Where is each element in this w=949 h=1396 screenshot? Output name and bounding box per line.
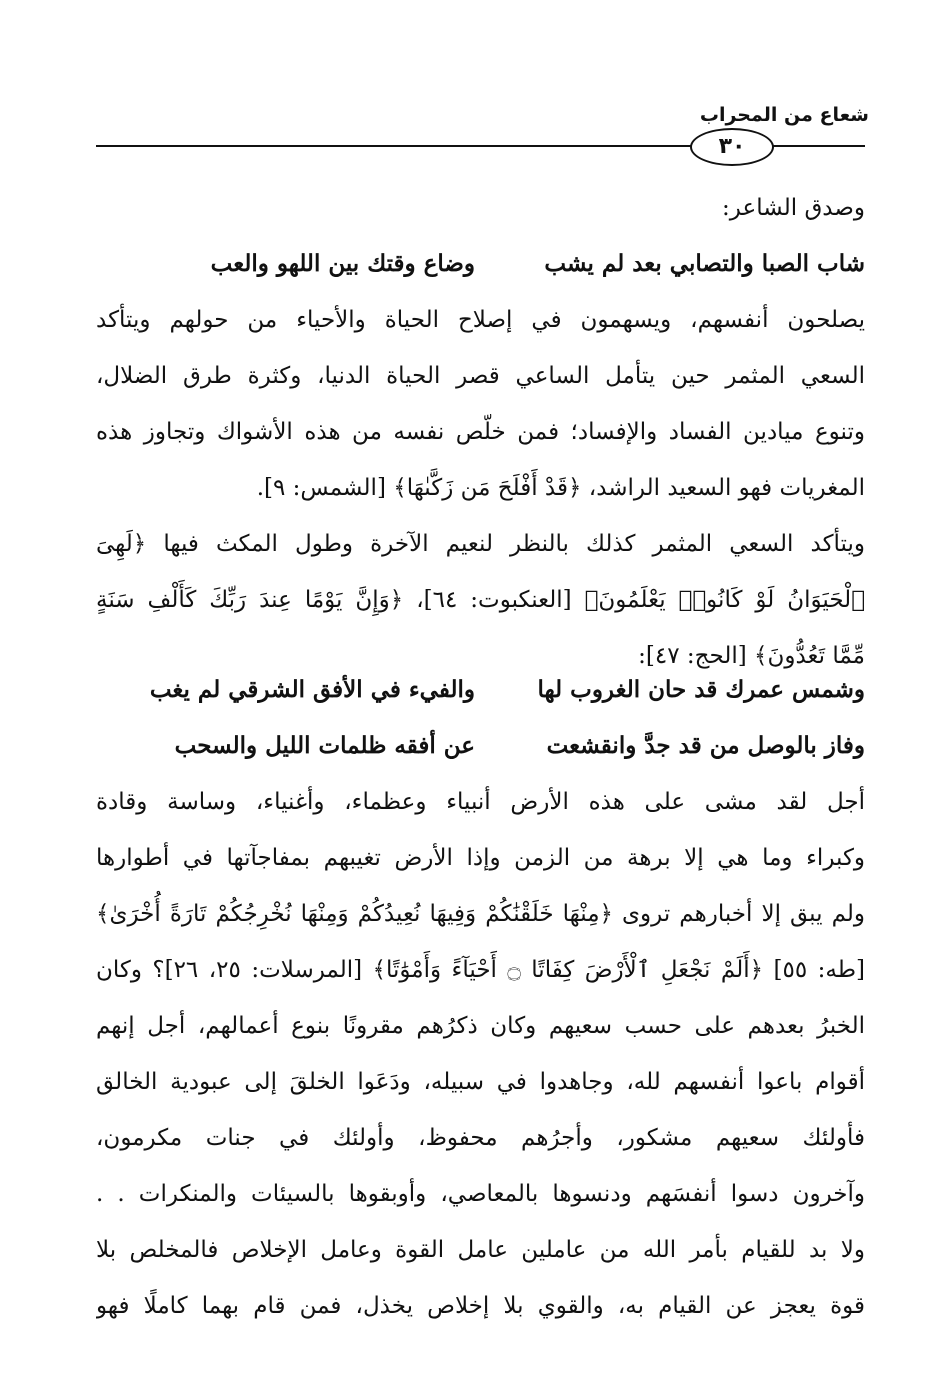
paragraph-line: الخبرُ بعدهم على حسب سعيهم وكان ذكرُهم مقرونًا بنوع أعمالهم، أجل إنهم <box>96 1013 865 1039</box>
page-number: ٣٠ <box>690 128 774 166</box>
running-title: شعاع من المحراب <box>699 104 869 126</box>
paragraph-line: ولا بد للقيام بأمر الله من عاملين عامل القوة وعامل الإخلاص فالمخلص بلا <box>96 1237 865 1263</box>
text-block-2 <box>96 662 865 774</box>
paragraph-line: مِّمَّا تَعُدُّونَ﴾ [الحج: ٤٧]: <box>638 643 865 669</box>
paragraph-line: [طه: ٥٥] ﴿أَلَمْ نَجْعَلِ ٱلْأَرْضَ كِفَاتًا ۝ أَحْيَآءً وَأَمْوَٰتًا﴾ [المرسلات: ٢٥، ٢٦]؟ وكان <box>96 957 865 983</box>
paragraph-line: وكبراء وما هي إلا برهة من الزمن وإذا الأرض تغيبهم بمفاجآتها في أطوارها <box>96 845 865 871</box>
verse-hemistich: وفاز بالوصل من قد جدَّ وانقشعت <box>546 732 865 759</box>
paragraph-line: يصلحون أنفسهم، ويسهمون في إصلاح الحياة والأحياء من حولهم ويتأكد <box>96 307 865 333</box>
paragraph-line: وتنوع ميادين الفساد والإفساد؛ فمن خلّص نفسه من هذه الأشواك وتجاوز هذه <box>96 419 865 445</box>
verse-hemistich: والفيء في الأفق الشرقي لم يغب <box>149 676 475 703</box>
poet-intro: وصدق الشاعر: <box>722 195 865 221</box>
verse-hemistich: وضاع وقتك بين اللهو والعب <box>210 250 475 277</box>
paragraph-line: ٱلْحَيَوَانُ لَوْ كَانُوا۟ يَعْلَمُونَ﴾ [العنكبوت: ٦٤]، ﴿وَإِنَّ يَوْمًا عِندَ رَبِّكَ كَأَلْفِ سَنَةٍ <box>96 587 865 613</box>
verse-line <box>96 718 865 774</box>
paragraph-line: قوة يعجز عن القيام به، والقوي بلا إخلاص يخذل، فمن قام بهما كاملًا فهو <box>96 1293 865 1319</box>
paragraph-line: السعي المثمر حين يتأمل الساعي قصر الحياة الدنيا، وكثرة طرق الضلال، <box>96 363 865 389</box>
paragraph-line: أقوام باعوا أنفسهم لله، وجاهدوا في سبيله، ودَعَوا الخلقَ إلى عبودية الخالق <box>96 1069 865 1095</box>
paragraph-line: وآخرون دسوا أنفسَهم ودنسوها بالمعاصي، وأوبقوها بالسيئات والمنكرات . . <box>96 1181 865 1207</box>
verse-hemistich: عن أفقه ظلمات الليل والسحب <box>174 732 475 759</box>
paragraph-line: ويتأكد السعي المثمر كذلك بالنظر لنعيم الآخرة وطول المكث فيها ﴿لَهِىَ <box>96 531 865 557</box>
verse-hemistich: شاب الصبا والتصابي بعد لم يشب <box>544 250 865 277</box>
verse-line <box>96 662 865 718</box>
verse-hemistich: وشمس عمرك قد حان الغروب لها <box>537 676 865 703</box>
paragraph-line: ولم يبق إلا أخبارهم تروى ﴿مِنْهَا خَلَقْنَٰكُمْ وَفِيهَا نُعِيدُكُمْ وَمِنْهَا نُخْرِجُكُمْ تَارَةً أُخْرَىٰ﴾ <box>96 901 865 927</box>
paragraph-line: أجل لقد مشى على هذه الأرض أنبياء وعظماء، وأغنياء، وساسة وقادة <box>96 789 865 815</box>
verse-line <box>96 236 865 292</box>
text-block-3 <box>96 774 865 1334</box>
text-block-1 <box>96 180 865 684</box>
paragraph-line: المغريات فهو السعيد الراشد، ﴿قَدْ أَفْلَحَ مَن زَكَّىٰهَا﴾ [الشمس: ٩]. <box>256 475 865 501</box>
paragraph-line: فأولئك سعيهم مشكور، وأجرُهم محفوظ، وأولئك في جنات مكرمون، <box>96 1125 865 1151</box>
